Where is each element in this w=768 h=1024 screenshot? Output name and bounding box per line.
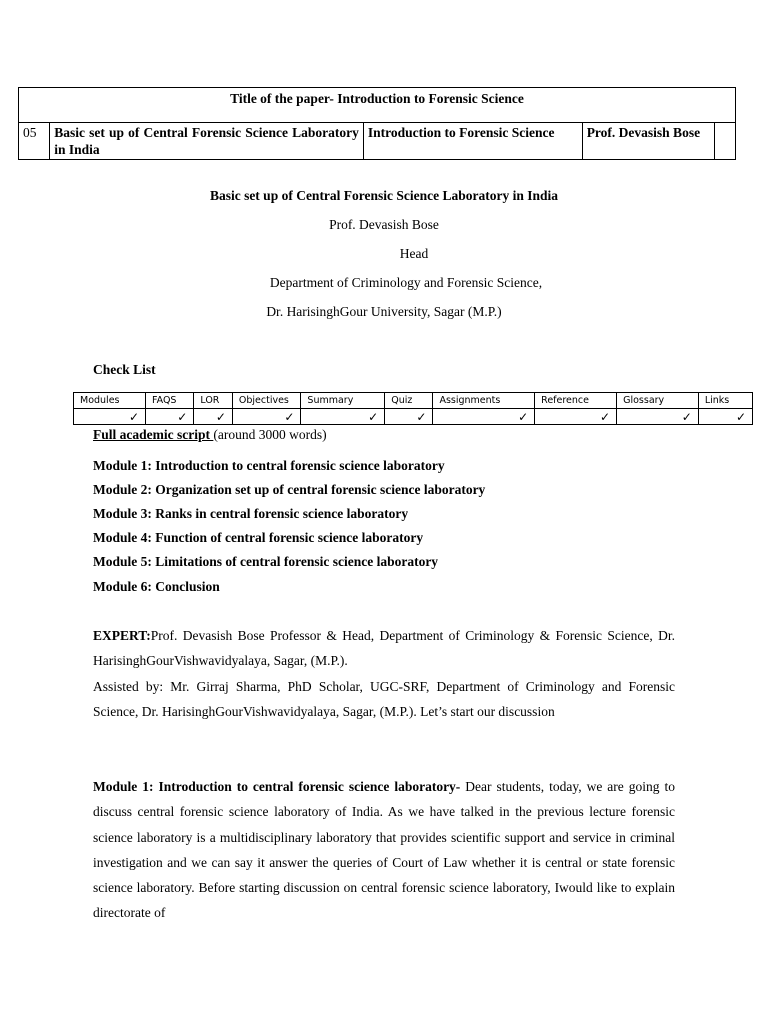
col-modules: Modules — [74, 393, 146, 409]
check-icon: ✓ — [74, 409, 146, 425]
module-item: Module 5: Limitations of central forensic science laboratory — [93, 554, 439, 569]
module-item: Module 4: Function of central forensic science laboratory — [93, 530, 424, 545]
script-line — [93, 427, 327, 443]
paper-name-cell: Introduction to Forensic Science — [363, 123, 582, 160]
checklist-header-row — [74, 393, 753, 409]
expert-label: EXPERT: — [93, 628, 151, 643]
check-icon: ✓ — [433, 409, 535, 425]
col-objectives: Objectives — [232, 393, 301, 409]
col-assignments: Assignments — [433, 393, 535, 409]
module-item: Module 3: Ranks in central forensic science laboratory — [93, 506, 409, 521]
module1-heading: Module 1: Introduction to central forensic science laboratory- — [93, 779, 461, 794]
col-quiz: Quiz — [385, 393, 433, 409]
col-faqs: FAQS — [146, 393, 194, 409]
check-icon: ✓ — [535, 409, 617, 425]
check-icon: ✓ — [698, 409, 752, 425]
module-item: Module 6: Conclusion — [93, 579, 220, 594]
check-icon: ✓ — [232, 409, 301, 425]
author-name: Prof. Devasish Bose — [329, 217, 439, 232]
header-table — [18, 87, 736, 160]
checklist-mark-row — [74, 409, 753, 425]
col-links: Links — [698, 393, 752, 409]
col-glossary: Glossary — [617, 393, 699, 409]
col-lor: LOR — [194, 393, 233, 409]
module-item: Module 2: Organization set up of central forensic science laboratory — [93, 482, 486, 497]
check-icon: ✓ — [301, 409, 385, 425]
author-role: Head — [399, 246, 429, 261]
script-note: (around 3000 words) — [213, 427, 327, 442]
col-summary: Summary — [301, 393, 385, 409]
assisted-text: Assisted by: Mr. Girraj Sharma, PhD Scholar, UGC-SRF, Department of Criminology and Forensic Science, Dr. HarisinghGourVishwavidyalaya, Sagar, (M.P.). Let’s start our discussion — [93, 678, 675, 719]
module-number: 05 — [19, 123, 50, 160]
empty-cell — [714, 123, 735, 160]
university: Dr. HarisinghGour University, Sagar (M.P.) — [266, 304, 502, 319]
department: Department of Criminology and Forensic Science, — [269, 275, 543, 290]
author-cell: Prof. Devasish Bose — [582, 123, 714, 160]
document-title: Basic set up of Central Forensic Science Laboratory in India — [209, 188, 559, 203]
expert-text: Prof. Devasish Bose Professor & Head, Department of Criminology & Forensic Science, Dr. HarisinghGourVishwavidyalaya, Sagar, (M.P.). — [93, 628, 675, 669]
check-icon: ✓ — [194, 409, 233, 425]
check-icon: ✓ — [617, 409, 699, 425]
expert-paragraph — [93, 623, 675, 724]
module-item: Module 1: Introduction to central forensic science laboratory — [93, 458, 445, 473]
checklist-table — [73, 392, 753, 425]
module1-paragraph — [93, 774, 675, 926]
module1-text: Dear students, today, we are going to discuss central forensic science laboratory of India. As we have talked in the previous lecture forensic science laboratory is a multidisciplinary laboratory that provides scientific support and service in criminal investigation and we can say it answer the queries of Court of Law whether it is central or state forensic science laboratory. Before starting discussion on central forensic science laboratory, Iwould like to explain directorate of — [93, 779, 675, 921]
checklist-heading: Check List — [93, 362, 156, 377]
col-reference: Reference — [535, 393, 617, 409]
check-icon: ✓ — [146, 409, 194, 425]
check-icon: ✓ — [385, 409, 433, 425]
paper-title: Title of the paper- Introduction to Forensic Science — [19, 88, 736, 123]
script-label: Full academic script — [93, 427, 214, 442]
module-title-cell: Basic set up of Central Forensic Science Laboratory in India — [50, 123, 364, 160]
